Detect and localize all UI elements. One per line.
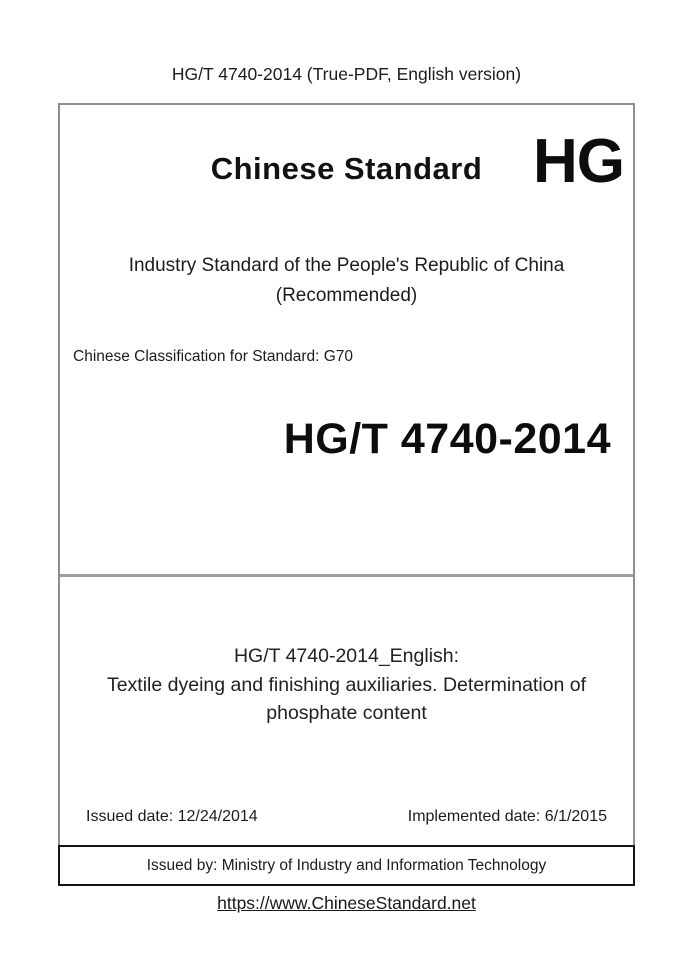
english-title-line2: Textile dyeing and finishing auxiliaries. Determination of <box>106 673 587 696</box>
brand-title: Chinese Standard <box>210 151 483 186</box>
footer-url-container <box>0 893 693 914</box>
classification-line: Chinese Classification for Standard: G70 <box>73 348 354 365</box>
dates-row <box>60 808 633 826</box>
document-header: HG/T 4740-2014 (True-PDF, English version) <box>171 64 522 84</box>
implemented-date: Implemented date: 6/1/2015 <box>407 808 607 825</box>
standard-type-block <box>60 251 633 311</box>
english-title-block <box>60 642 633 728</box>
brand-code-hg: HG <box>533 127 624 196</box>
issued-by-box <box>58 845 635 886</box>
issued-date: Issued date: 12/24/2014 <box>86 808 258 825</box>
cover-frame <box>58 103 635 886</box>
standard-number: HG/T 4740-2014 <box>283 415 611 463</box>
standard-type-line2: (Recommended) <box>275 285 418 306</box>
english-title-line1: HG/T 4740-2014_English: <box>233 645 460 667</box>
section-divider <box>60 574 633 577</box>
footer-link[interactable]: https://www.ChineseStandard.net <box>217 893 476 913</box>
issued-by-text: Issued by: Ministry of Industry and Information Technology <box>146 856 547 874</box>
standard-type-line1: Industry Standard of the People's Republic of China <box>128 255 565 276</box>
english-title-line3: phosphate content <box>266 702 427 724</box>
